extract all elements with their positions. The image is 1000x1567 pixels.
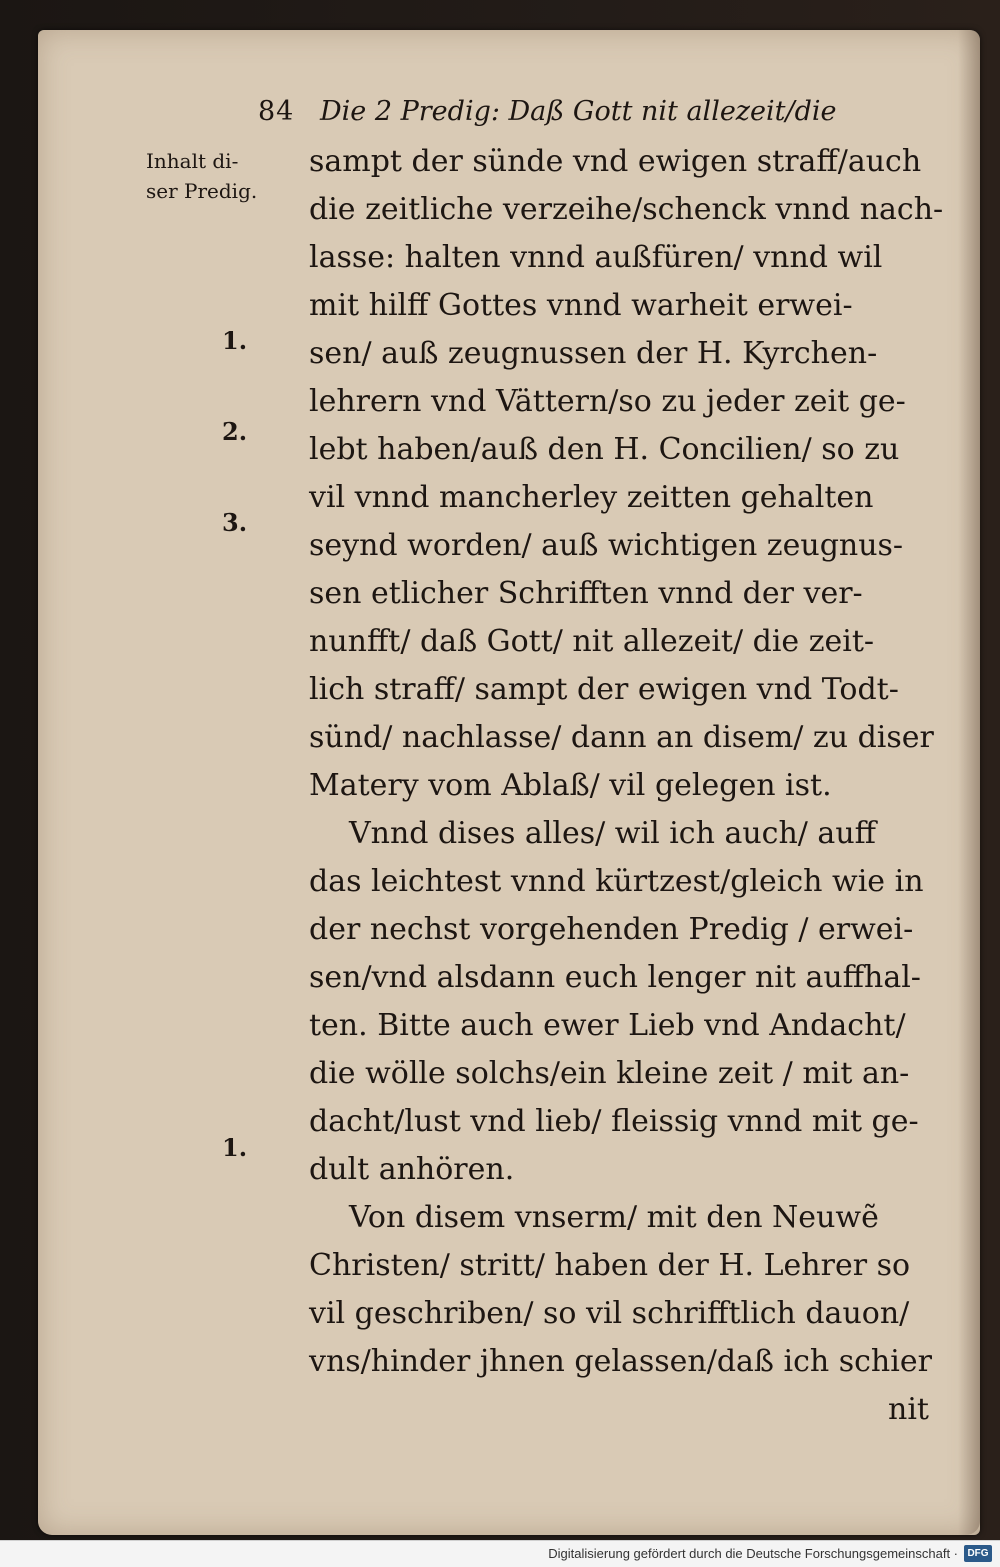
text-line: das leichtest vnnd kürtzest/gleich wie in	[309, 864, 924, 899]
margin-gloss	[146, 146, 306, 206]
text-line: vil vnnd mancherley zeitten gehalten	[309, 480, 874, 515]
text-line: die zeitliche verzeihe/schenck vnnd nach-	[309, 192, 944, 227]
digitization-footer	[0, 1540, 1000, 1567]
dfg-logo-icon: DFG	[964, 1545, 992, 1562]
text-line: die wölle solchs/ein kleine zeit / mit an-	[309, 1056, 910, 1091]
text-line: sampt der sünde vnd ewigen straff/auch	[309, 144, 922, 179]
text-line: vil geschriben/ so vil schrifftlich dauon/	[309, 1296, 910, 1331]
running-head	[258, 96, 898, 128]
text-line: der nechst vorgehenden Predig / erwei-	[309, 912, 914, 947]
footer-credit: Digitalisierung gefördert durch die Deutsche Forschungsgemeinschaft ·	[548, 1546, 958, 1561]
text-line: Christen/ stritt/ haben der H. Lehrer so	[309, 1248, 911, 1283]
text-line: vns/hinder jhnen gelassen/daß ich schier	[309, 1344, 932, 1379]
catchword: nit	[888, 1392, 929, 1427]
text-line: dult anhören.	[309, 1152, 515, 1187]
running-head-title: Die 2 Predig: Daß Gott nit allezeit/die	[320, 96, 837, 127]
text-line: lasse: halten vnnd außfüren/ vnnd wil	[309, 240, 883, 275]
text-line: Von disem vnserm/ mit den Neuwẽ	[349, 1200, 879, 1235]
gloss-line: Inhalt di-	[146, 149, 239, 173]
text-line: sen/vnd alsdann euch lenger nit auffhal-	[309, 960, 921, 995]
text-line: nunfft/ daß Gott/ nit allezeit/ die zeit-	[309, 624, 875, 659]
text-line: lebt haben/auß den H. Concilien/ so zu	[309, 432, 900, 467]
body-text	[309, 138, 944, 1434]
text-line: seynd worden/ auß wichtigen zeugnus-	[309, 528, 904, 563]
text-line: lich straff/ sampt der ewigen vnd Todt-	[309, 672, 899, 707]
text-line: sünd/ nachlasse/ dann an disem/ zu diser	[309, 720, 934, 755]
margin-number-2: 2.	[222, 417, 248, 446]
text-line: Matery vom Ablaß/ vil gelegen ist.	[309, 768, 832, 803]
margin-number-4: 1.	[222, 1133, 248, 1162]
text-line: lehrern vnd Vättern/so zu jeder zeit ge-	[309, 384, 906, 419]
gloss-line: ser Predig.	[146, 179, 258, 203]
text-line: sen etlicher Schrifften vnnd der ver-	[309, 576, 863, 611]
margin-number-1: 1.	[222, 326, 248, 355]
margin-number-3: 3.	[222, 508, 248, 537]
text-line: ten. Bitte auch ewer Lieb vnd Andacht/	[309, 1008, 906, 1043]
text-line: mit hilff Gottes vnnd warheit erwei-	[309, 288, 853, 323]
page-edge-shadow	[958, 30, 980, 1535]
page-number: 84	[258, 96, 295, 127]
text-line: sen/ auß zeugnussen der H. Kyrchen-	[309, 336, 878, 371]
text-line: dacht/lust vnd lieb/ fleissig vnnd mit ge-	[309, 1104, 919, 1139]
text-line: Vnnd dises alles/ wil ich auch/ auff	[349, 816, 876, 851]
